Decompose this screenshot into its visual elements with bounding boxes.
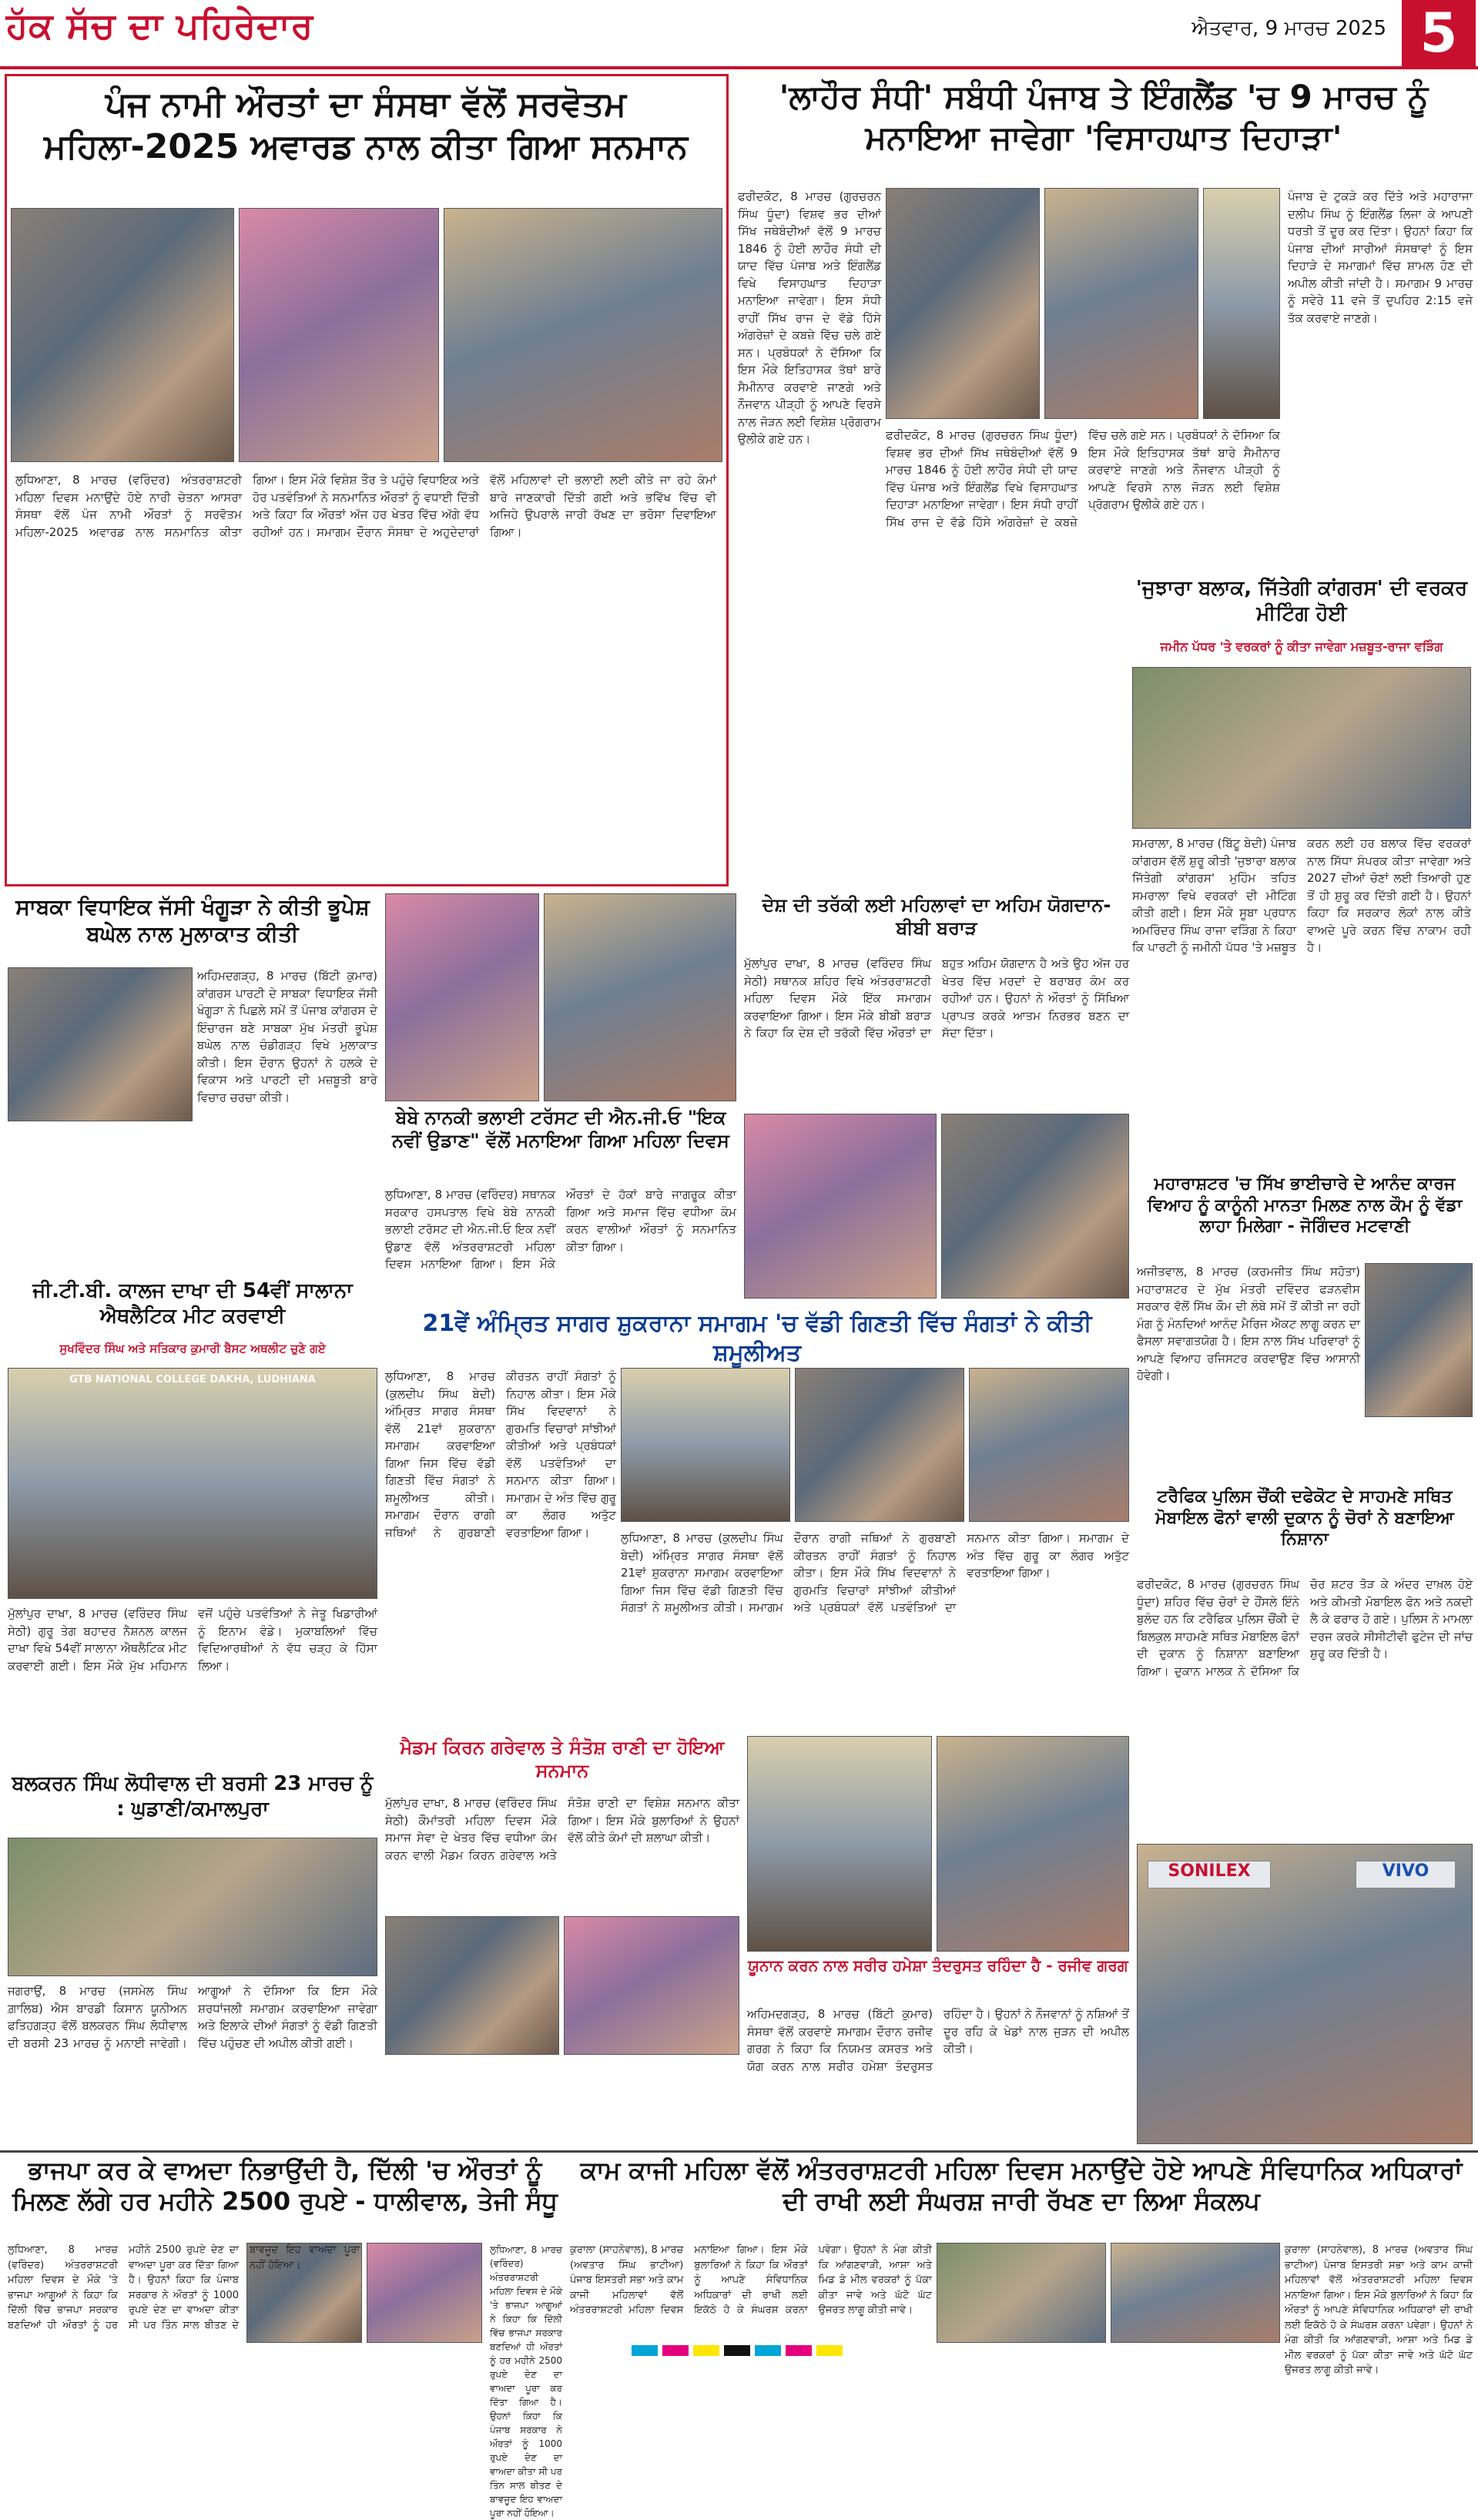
gtb-headline: ਜੀ.ਟੀ.ਬੀ. ਕਾਲਜ ਦਾਖਾ ਦੀ 54ਵੀਂ ਸਾਲਾਨਾ ਐਥਲੈਟਿਕ ਮੀਟ ਕਰਵਾਈ xyxy=(32,1279,353,1328)
award-photo-table xyxy=(444,208,722,462)
gtb-subhead: ਸੁਖਵਿੰਦਰ ਸਿੰਘ ਅਤੇ ਸਤਿਕਾਰ ਕੁਮਾਰੀ ਬੈਸਟ ਅਥਲੀਟ ਚੁਣੇ ਗਏ xyxy=(59,1342,326,1356)
barsi-headline: ਬਲਕਰਨ ਸਿੰਘ ਲੋਧੀਵਾਲ ਦੀ ਬਰਸੀ 23 ਮਾਰਚ ਨੂੰ : ਘੁਡਾਣੀ/ਕਮਾਲਪੁਰਾ xyxy=(12,1772,374,1821)
registration-swatch xyxy=(662,2345,689,2356)
sagar-photo-1 xyxy=(621,1368,790,1522)
award-photo-stage xyxy=(239,208,439,462)
lahore-body-lower: ਫਰੀਦਕੋਟ, 8 ਮਾਰਚ (ਗੁਰਚਰਨ ਸਿੰਘ ਧੂੰਦਾ) ਵਿਸ਼ਵ ਭਰ ਦੀਆਂ ਸਿੱਖ ਜਥੇਬੰਦੀਆਂ ਵੱਲੋਂ 9 ਮਾਰਚ 1846 ਨੂੰ ਹੋਈ ਲਾਹੌਰ ਸੰਧੀ ਦੀ ਯਾਦ ਵਿੱਚ ਪੰਜਾਬ ਅਤੇ ਇੰਗਲੈਂਡ ਵਿਖੇ ਵਿਸਾਹਘਾਤ ਦਿਹਾੜਾ ਮਨਾਇਆ ਜਾਵੇਗਾ। ਇਸ ਸੰਧੀ ਰਾਹੀਂ ਸਿੱਖ ਰਾਜ ਦੇ ਵੱਡੇ ਹਿੱਸੇ ਅੰਗਰੇਜ਼ਾਂ ਦੇ ਕਬਜ਼ੇ ਵਿੱਚ ਚਲੇ ਗਏ ਸਨ। ਪ੍ਰਬੰਧਕਾਂ ਨੇ ਦੱਸਿਆ ਕਿ ਇਸ ਮੌਕੇ ਇਤਿਹਾਸਕ ਤੱਥਾਂ ਬਾਰੇ ਸੈਮੀਨਾਰ ਕਰਵਾਏ ਜਾਣਗੇ ਅਤੇ ਨੌਜਵਾਨ ਪੀੜ੍ਹੀ ਨੂੰ ਆਪਣੇ ਵਿਰਸੇ ਨਾਲ ਜੋੜਨ ਲਈ ਵਿਸ਼ੇਸ਼ ਪ੍ਰੋਗਰਾਮ ਉਲੀਕੇ ਗਏ ਹਨ। xyxy=(886,428,1280,529)
maharashtra-headline: ਮਹਾਰਾਸ਼ਟਰ 'ਚ ਸਿੱਖ ਭਾਈਚਾਰੇ ਦੇ ਆਨੰਦ ਕਾਰਜ ਵਿਆਹ ਨੂੰ ਕਾਨੂੰਨੀ ਮਾਨਤਾ ਮਿਲਣ ਨਾਲ ਕੌਮ ਨੂੰ ਵੱਡਾ ਲਾਹਾ ਮਿਲੇਗਾ - ਜੋਗਿੰਦਰ ਮਟਵਾਣੀ xyxy=(1147,1175,1463,1236)
lahore-body: ਫਰੀਦਕੋਟ, 8 ਮਾਰਚ (ਗੁਰਚਰਨ ਸਿੰਘ ਧੂੰਦਾ) ਵਿਸ਼ਵ ਭਰ ਦੀਆਂ ਸਿੱਖ ਜਥੇਬੰਦੀਆਂ ਵੱਲੋਂ 9 ਮਾਰਚ 1846 ਨੂੰ ਹੋਈ ਲਾਹੌਰ ਸੰਧੀ ਦੀ ਯਾਦ ਵਿੱਚ ਪੰਜਾਬ ਅਤੇ ਇੰਗਲੈਂਡ ਵਿਖੇ ਵਿਸਾਹਘਾਤ ਦਿਹਾੜਾ ਮਨਾਇਆ ਜਾਵੇਗਾ। ਇਸ ਸੰਧੀ ਰਾਹੀਂ ਸਿੱਖ ਰਾਜ ਦੇ ਵੱਡੇ ਹਿੱਸੇ ਅੰਗਰੇਜ਼ਾਂ ਦੇ ਕਬਜ਼ੇ ਵਿੱਚ ਚਲੇ ਗਏ ਸਨ। ਪ੍ਰਬੰਧਕਾਂ ਨੇ ਦੱਸਿਆ ਕਿ ਇਸ ਮੌਕੇ ਇਤਿਹਾਸਕ ਤੱਥਾਂ ਬਾਰੇ ਸੈਮੀਨਾਰ ਕਰਵਾਏ ਜਾਣਗੇ ਅਤੇ ਨੌਜਵਾਨ ਪੀੜ੍ਹੀ ਨੂੰ ਆਪਣੇ ਵਿਰਸੇ ਨਾਲ ਜੋੜਨ ਲਈ ਵਿਸ਼ੇਸ਼ ਪ੍ਰੋਗਰਾਮ ਉਲੀਕੇ ਗਏ ਹਨ। xyxy=(738,189,881,446)
kamkaji-body: ਕੁਰਾਲਾ (ਸਾਹਨੇਵਾਲ), 8 ਮਾਰਚ (ਅਵਤਾਰ ਸਿੰਘ ਭਾਟੀਆ) ਪੰਜਾਬ ਇਸਤਰੀ ਸਭਾ ਅਤੇ ਕਾਮ ਕਾਜੀ ਮਹਿਲਾਵਾਂ ਵੱਲੋਂ ਅੰਤਰਰਾਸ਼ਟਰੀ ਮਹਿਲਾ ਦਿਵਸ ਮਨਾਇਆ ਗਿਆ। ਇਸ ਮੌਕੇ ਬੁਲਾਰਿਆਂ ਨੇ ਕਿਹਾ ਕਿ ਔਰਤਾਂ ਨੂੰ ਆਪਣੇ ਸੰਵਿਧਾਨਿਕ ਅਧਿਕਾਰਾਂ ਦੀ ਰਾਖੀ ਲਈ ਇਕੱਠੇ ਹੋ ਕੇ ਸੰਘਰਸ਼ ਕਰਨਾ ਪਵੇਗਾ। ਉਹਨਾਂ ਨੇ ਮੰਗ ਕੀਤੀ ਕਿ ਆਂਗਣਵਾੜੀ, ਆਸ਼ਾ ਅਤੇ ਮਿਡ ਡੇ ਮੀਲ ਵਰਕਰਾਂ ਨੂੰ ਪੱਕਾ ਕੀਤਾ ਜਾਵੇ ਅਤੇ ਘੱਟੋ ਘੱਟ ਉਜਰਤ ਲਾਗੂ ਕੀਤੀ ਜਾਵੇ। xyxy=(570,2244,932,2316)
maharashtra-photo xyxy=(1365,1263,1473,1417)
bibi-body: ਮੁੱਲਾਂਪੁਰ ਦਾਖਾ, 8 ਮਾਰਚ (ਵਰਿੰਦਰ ਸਿੰਘ ਸੇਠੀ) ਸਥਾਨਕ ਸ਼ਹਿਰ ਵਿਖੇ ਅੰਤਰਰਾਸ਼ਟਰੀ ਮਹਿਲਾ ਦਿਵਸ ਮੌਕੇ ਇੱਕ ਸਮਾਗਮ ਕਰਵਾਇਆ ਗਿਆ। ਇਸ ਮੌਕੇ ਬੀਬੀ ਬਰਾੜ ਨੇ ਕਿਹਾ ਕਿ ਦੇਸ਼ ਦੀ ਤਰੱਕੀ ਵਿੱਚ ਔਰਤਾਂ ਦਾ ਬਹੁਤ ਅਹਿਮ ਯੋਗਦਾਨ ਹੈ ਅਤੇ ਉਹ ਅੱਜ ਹਰ ਖੇਤਰ ਵਿੱਚ ਮਰਦਾਂ ਦੇ ਬਰਾਬਰ ਕੰਮ ਕਰ ਰਹੀਆਂ ਹਨ। ਉਹਨਾਂ ਨੇ ਔਰਤਾਂ ਨੂੰ ਸਿੱਖਿਆ ਪ੍ਰਾਪਤ ਕਰਕੇ ਆਤਮ ਨਿਰਭਰ ਬਣਨ ਦਾ ਸੱਦਾ ਦਿੱਤਾ। xyxy=(744,957,1129,1040)
bjp-headline: ਭਾਜਪਾ ਕਰ ਕੇ ਵਾਅਦਾ ਨਿਭਾਉਂਦੀ ਹੈ, ਦਿੱਲੀ 'ਚ ਔਰਤਾਂ ਨੂੰ ਮਿਲਣ ਲੱਗੇ ਹਰ ਮਹੀਨੇ 2500 ਰੁਪਏ - ਧਾਲੀਵਾਲ, ਤੇਜੀ ਸੰਧੂ xyxy=(12,2156,558,2216)
sagar-photo-2 xyxy=(795,1368,964,1522)
yunan-headline: ਯੂਨਾਨ ਕਰਨ ਨਾਲ ਸਰੀਰ ਹਮੇਸ਼ਾ ਤੰਦਰੁਸਤ ਰਹਿੰਦਾ ਹੈ - ਰਜੀਵ ਗਰਗ xyxy=(748,1956,1128,1975)
madam-photo-1 xyxy=(385,1916,559,2055)
registration-swatch xyxy=(632,2345,658,2356)
registration-swatch xyxy=(755,2345,781,2356)
traffic-photo xyxy=(1137,1844,1473,2144)
gtb-body: ਮੁੱਲਾਂਪੁਰ ਦਾਖਾ, 8 ਮਾਰਚ (ਵਰਿੰਦਰ ਸਿੰਘ ਸੇਠੀ) ਗੁਰੂ ਤੇਗ ਬਹਾਦਰ ਨੈਸ਼ਨਲ ਕਾਲਜ ਦਾਖਾ ਵਿਖੇ 54ਵੀਂ ਸਾਲਾਨਾ ਐਥਲੈਟਿਕ ਮੀਟ ਕਰਵਾਈ ਗਈ। ਇਸ ਮੌਕੇ ਮੁੱਖ ਮਹਿਮਾਨ ਵਜੋਂ ਪਹੁੰਚੇ ਪਤਵੰਤਿਆਂ ਨੇ ਜੇਤੂ ਖਿਡਾਰੀਆਂ ਨੂੰ ਇਨਾਮ ਵੰਡੇ। ਮੁਕਾਬਲਿਆਂ ਵਿੱਚ ਵਿਦਿਆਰਥੀਆਂ ਨੇ ਵੱਧ ਚੜ੍ਹ ਕੇ ਹਿੱਸਾ ਲਿਆ। xyxy=(8,1607,377,1673)
registration-swatch xyxy=(693,2345,719,2356)
masthead-title: ਹੱਕ ਸੱਚ ਦਾ ਪਹਿਰੇਦਾਰ xyxy=(6,5,314,46)
lahore-photo-3 xyxy=(1203,188,1280,419)
traffic-shop-sign-vivo: VIVO xyxy=(1356,1861,1456,1888)
sagar-headline: 21ਵੇਂ ਅੰਮ੍ਰਿਤ ਸਾਗਰ ਸ਼ੁਕਰਾਨਾ ਸਮਾਗਮ 'ਚ ਵੱਡੀ ਗਿਣਤੀ ਵਿੱਚ ਸੰਗਤਾਂ ਨੇ ਕੀਤੀ ਸ਼ਮੂਲੀਅਤ xyxy=(422,1310,1092,1366)
lahore-body-right: ਪੰਜਾਬ ਦੇ ਟੁਕੜੇ ਕਰ ਦਿੱਤੇ ਅਤੇ ਮਹਾਰਾਜਾ ਦਲੀਪ ਸਿੰਘ ਨੂੰ ਇੰਗਲੈਂਡ ਲਿਜਾ ਕੇ ਆਪਣੀ ਧਰਤੀ ਤੋਂ ਦੂਰ ਕਰ ਦਿੱਤਾ। ਉਹਨਾਂ ਕਿਹਾ ਕਿ ਪੰਜਾਬ ਦੀਆਂ ਸਾਰੀਆਂ ਸੰਸਥਾਵਾਂ ਨੂੰ ਇਸ ਦਿਹਾੜੇ ਦੇ ਸਮਾਗਮਾਂ ਵਿੱਚ ਸ਼ਾਮਲ ਹੋਣ ਦੀ ਅਪੀਲ ਕੀਤੀ ਜਾਂਦੀ ਹੈ। ਸਮਾਗਮ 9 ਮਾਰਚ ਨੂੰ ਸਵੇਰੇ 11 ਵਜੇ ਤੋਂ ਦੁਪਹਿਰ 2:15 ਵਜੇ ਤੱਕ ਕਰਵਾਏ ਜਾਣਗੇ। xyxy=(1288,189,1473,325)
bibi-photo-1 xyxy=(744,1114,937,1299)
masthead-rule xyxy=(0,66,1478,69)
bhupesh-body: ਅਹਿਮਦਗੜ੍ਹ, 8 ਮਾਰਚ (ਬਿੱਟੀ ਕੁਮਾਰ) ਕਾਂਗਰਸ ਪਾਰਟੀ ਦੇ ਸਾਬਕਾ ਵਿਧਾਇਕ ਜੱਸੀ ਖੰਗੂੜਾ ਨੇ ਪਿਛਲੇ ਸਮੇਂ ਤੋਂ ਪੰਜਾਬ ਕਾਂਗਰਸ ਦੇ ਇੰਚਾਰਜ ਬਣੇ ਸਾਬਕਾ ਮੁੱਖ ਮੰਤਰੀ ਭੂਪੇਸ਼ ਬਘੇਲ ਨਾਲ ਚੰਡੀਗੜ੍ਹ ਵਿਖੇ ਮੁਲਾਕਾਤ ਕੀਤੀ। ਇਸ ਦੌਰਾਨ ਉਹਨਾਂ ਨੇ ਹਲਕੇ ਦੇ ਵਿਕਾਸ ਅਤੇ ਪਾਰਟੀ ਦੀ ਮਜ਼ਬੂਤੀ ਬਾਰੇ ਵਿਚਾਰ ਚਰਚਾ ਕੀਤੀ। xyxy=(197,969,377,1104)
registration-color-bar xyxy=(0,2344,1478,2356)
madam-headline: ਮੈਡਮ ਕਿਰਨ ਗਰੇਵਾਲ ਤੇ ਸੰਤੋਸ਼ ਰਾਣੀ ਦਾ ਹੋਇਆ ਸਨਮਾਨ xyxy=(400,1737,725,1781)
bibi-photo-2 xyxy=(941,1114,1129,1299)
sagar-body: ਲੁਧਿਆਣਾ, 8 ਮਾਰਚ (ਕੁਲਦੀਪ ਸਿੰਘ ਬੇਦੀ) ਅੰਮ੍ਰਿਤ ਸਾਗਰ ਸੰਸਥਾ ਵੱਲੋਂ 21ਵਾਂ ਸ਼ੁਕਰਾਨਾ ਸਮਾਗਮ ਕਰਵਾਇਆ ਗਿਆ ਜਿਸ ਵਿੱਚ ਵੱਡੀ ਗਿਣਤੀ ਵਿੱਚ ਸੰਗਤਾਂ ਨੇ ਸ਼ਮੂਲੀਅਤ ਕੀਤੀ। ਸਮਾਗਮ ਦੌਰਾਨ ਰਾਗੀ ਜਥਿਆਂ ਨੇ ਗੁਰਬਾਣੀ ਕੀਰਤਨ ਰਾਹੀਂ ਸੰਗਤਾਂ ਨੂੰ ਨਿਹਾਲ ਕੀਤਾ। ਇਸ ਮੌਕੇ ਸਿੱਖ ਵਿਦਵਾਨਾਂ ਨੇ ਗੁਰਮਤਿ ਵਿਚਾਰਾਂ ਸਾਂਝੀਆਂ ਕੀਤੀਆਂ ਅਤੇ ਪ੍ਰਬੰਧਕਾਂ ਵੱਲੋਂ ਪਤਵੰਤਿਆਂ ਦਾ ਸਨਮਾਨ ਕੀਤਾ ਗਿਆ। ਸਮਾਗਮ ਦੇ ਅੰਤ ਵਿੱਚ ਗੁਰੂ ਕਾ ਲੰਗਰ ਅਤੁੱਟ ਵਰਤਾਇਆ ਗਿਆ। xyxy=(385,1369,616,1540)
madam-photo-2 xyxy=(564,1916,739,2055)
yunan-body: ਅਹਿਮਦਗੜ੍ਹ, 8 ਮਾਰਚ (ਬਿੱਟੀ ਕੁਮਾਰ) ਸੰਸਥਾ ਵੱਲੋਂ ਕਰਵਾਏ ਸਮਾਗਮ ਦੌਰਾਨ ਰਜੀਵ ਗਰਗ ਨੇ ਕਿਹਾ ਕਿ ਨਿਯਮਤ ਕਸਰਤ ਅਤੇ ਯੋਗ ਕਰਨ ਨਾਲ ਸਰੀਰ ਹਮੇਸ਼ਾ ਤੰਦਰੁਸਤ ਰਹਿੰਦਾ ਹੈ। ਉਹਨਾਂ ਨੇ ਨੌਜਵਾਨਾਂ ਨੂੰ ਨਸ਼ਿਆਂ ਤੋਂ ਦੂਰ ਰਹਿ ਕੇ ਖੇਡਾਂ ਨਾਲ ਜੁੜਨ ਦੀ ਅਪੀਲ ਕੀਤੀ। xyxy=(747,2007,1129,2073)
traffic-shop-sign: SONILEX xyxy=(1148,1861,1271,1888)
bhupesh-photo xyxy=(8,967,193,1121)
masthead-date: ਐਤਵਾਰ, 9 ਮਾਰਚ 2025 xyxy=(1191,17,1386,40)
bibi-headline: ਦੇਸ਼ ਦੀ ਤਰੱਕੀ ਲਈ ਮਹਿਲਾਵਾਂ ਦਾ ਅਹਿਮ ਯੋਗਦਾਨ- ਬੀਬੀ ਬਰਾੜ xyxy=(762,894,1111,939)
lahore-headline: 'ਲਾਹੌਰ ਸੰਧੀ' ਸਬੰਧੀ ਪੰਜਾਬ ਤੇ ਇੰਗਲੈਂਡ 'ਚ 9 ਮਾਰਚ ਨੂੰ ਮਨਾਇਆ ਜਾਵੇਗਾ 'ਵਿਸਾਹਘਾਤ ਦਿਹਾੜਾ' xyxy=(779,78,1429,156)
bjp-body: ਲੁਧਿਆਣਾ, 8 ਮਾਰਚ (ਵਰਿੰਦਰ) ਅੰਤਰਰਾਸ਼ਟਰੀ ਮਹਿਲਾ ਦਿਵਸ ਦੇ ਮੌਕੇ 'ਤੇ ਭਾਜਪਾ ਆਗੂਆਂ ਨੇ ਕਿਹਾ ਕਿ ਦਿੱਲੀ ਵਿੱਚ ਭਾਜਪਾ ਸਰਕਾਰ ਬਣਦਿਆਂ ਹੀ ਔਰਤਾਂ ਨੂੰ ਹਰ ਮਹੀਨੇ 2500 ਰੁਪਏ ਦੇਣ ਦਾ ਵਾਅਦਾ ਪੂਰਾ ਕਰ ਦਿੱਤਾ ਗਿਆ ਹੈ। ਉਹਨਾਂ ਕਿਹਾ ਕਿ ਪੰਜਾਬ ਸਰਕਾਰ ਨੇ ਔਰਤਾਂ ਨੂੰ 1000 ਰੁਪਏ ਦੇਣ ਦਾ ਵਾਅਦਾ ਕੀਤਾ ਸੀ ਪਰ ਤਿੰਨ ਸਾਲ ਬੀਤਣ ਦੇ xyxy=(8,2244,239,2331)
bottom-divider xyxy=(0,2150,1478,2153)
traffic-headline: ਟਰੈਫਿਕ ਪੁਲਿਸ ਚੌਂਕੀ ਦਫੇਕੋਟ ਦੇ ਸਾਹਮਣੇ ਸਥਿਤ ਮੋਬਾਇਲ ਫੋਨਾਂ ਵਾਲੀ ਦੁਕਾਨ ਨੂੰ ਚੋਰਾਂ ਨੇ ਬਣਾਇਆ ਨਿਸ਼ਾਨਾ xyxy=(1155,1487,1454,1549)
jujhara-subhead: ਜਮੀਨ ਪੱਧਰ 'ਤੇ ਵਰਕਰਾਂ ਨੂੰ ਕੀਤਾ ਜਾਵੇਗਾ ਮਜ਼ਬੂਤ-ਰਾਜਾ ਵੜਿੰਗ xyxy=(1160,639,1443,654)
award-body: ਲੁਧਿਆਣਾ, 8 ਮਾਰਚ (ਵਰਿੰਦਰ) ਅੰਤਰਰਾਸ਼ਟਰੀ ਮਹਿਲਾ ਦਿਵਸ ਮਨਾਉਂਦੇ ਹੋਏ ਨਾਰੀ ਚੇਤਨਾ ਆਸਰਾ ਸੰਸਥਾ ਵੱਲੋਂ ਪੰਜ ਨਾਮੀ ਔਰਤਾਂ ਨੂੰ ਸਰਵੋਤਮ ਮਹਿਲਾ-2025 ਅਵਾਰਡ ਨਾਲ ਸਨਮਾਨਿਤ ਕੀਤਾ ਗਿਆ। ਇਸ ਮੌਕੇ ਵਿਸ਼ੇਸ਼ ਤੌਰ ਤੇ ਪਹੁੰਚੇ ਵਿਧਾਇਕ ਅਤੇ ਹੋਰ ਪਤਵੰਤਿਆਂ ਨੇ ਸਨਮਾਨਿਤ ਔਰਤਾਂ ਨੂੰ ਵਧਾਈ ਦਿੱਤੀ ਅਤੇ ਕਿਹਾ ਕਿ ਔਰਤਾਂ ਅੱਜ ਹਰ ਖੇਤਰ ਵਿੱਚ ਅੱਗੇ ਵੱਧ ਰਹੀਆਂ ਹਨ। ਸਮਾਗਮ ਦੌਰਾਨ ਸੰਸਥਾ ਦੇ ਅਹੁਦੇਦਾਰਾਂ ਵੱਲੋਂ ਮਹਿਲਾਵਾਂ ਦੀ ਭਲਾਈ ਲਈ ਕੀਤੇ ਜਾ ਰਹੇ ਕੰਮਾਂ ਬਾਰੇ ਜਾਣਕਾਰੀ ਦਿੱਤੀ ਗਈ ਅਤੇ ਭਵਿੱਖ ਵਿੱਚ ਵੀ ਅਜਿਹੇ ਉਪਰਾਲੇ ਜਾਰੀ ਰੱਖਣ ਦਾ ਭਰੋਸਾ ਦਿਵਾਇਆ ਗਿਆ। xyxy=(15,473,716,539)
bebe-photo-2 xyxy=(544,893,736,1101)
registration-swatch xyxy=(786,2345,812,2356)
bebe-headline: ਬੇਬੇ ਨਾਨਕੀ ਭਲਾਈ ਟਰੱਸਟ ਦੀ ਐਨ.ਜੀ.ਓ "ਇਕ ਨਵੀਂ ਉਡਾਣ" ਵੱਲੋਂ ਮਨਾਇਆ ਗਿਆ ਮਹਿਲਾ ਦਿਵਸ xyxy=(392,1107,729,1151)
lahore-photo-1 xyxy=(886,188,1040,419)
kamkaji-photo-1 xyxy=(937,2243,1106,2343)
bjp-body-right: ਲੁਧਿਆਣਾ, 8 ਮਾਰਚ (ਵਰਿੰਦਰ) ਅੰਤਰਰਾਸ਼ਟਰੀ ਮਹਿਲਾ ਦਿਵਸ ਦੇ ਮੌਕੇ 'ਤੇ ਭਾਜਪਾ ਆਗੂਆਂ ਨੇ ਕਿਹਾ ਕਿ ਦਿੱਲੀ ਵਿੱਚ ਭਾਜਪਾ ਸਰਕਾਰ ਬਣਦਿਆਂ ਹੀ ਔਰਤਾਂ ਨੂੰ ਹਰ ਮਹੀਨੇ 2500 ਰੁਪਏ ਦੇਣ ਦਾ ਵਾਅਦਾ ਪੂਰਾ ਕਰ ਦਿੱਤਾ ਗਿਆ ਹੈ। ਉਹਨਾਂ ਕਿਹਾ ਕਿ ਪੰਜਾਬ ਸਰਕਾਰ ਨੇ ਔਰਤਾਂ ਨੂੰ 1000 ਰੁਪਏ ਦੇਣ ਦਾ ਵਾਅਦਾ ਕੀਤਾ ਸੀ ਪਰ ਤਿੰਨ ਸਾਲ ਬੀਤਣ ਦੇ ਬਾਵਜੂਦ ਇਹ ਵਾਅਦਾ ਪੂਰਾ ਨਹੀਂ ਹੋਇਆ। xyxy=(490,2244,562,2518)
award-photo-group xyxy=(11,208,234,462)
registration-swatch xyxy=(724,2345,750,2356)
gtb-photo xyxy=(8,1368,377,1599)
sagar-photo-3 xyxy=(969,1368,1129,1522)
maharashtra-body: ਅਜੀਤਵਾਲ, 8 ਮਾਰਚ (ਕਰਮਜੀਤ ਸਿੰਘ ਸਹੋਤਾ) ਮਹਾਰਾਸ਼ਟਰ ਦੇ ਮੁੱਖ ਮੰਤਰੀ ਦਵਿੰਦਰ ਫੜਨਵੀਸ ਸਰਕਾਰ ਵੱਲੋਂ ਸਿੱਖ ਕੌਮ ਦੀ ਲੰਬੇ ਸਮੇਂ ਤੋਂ ਕੀਤੀ ਜਾ ਰਹੀ ਮੰਗ ਨੂੰ ਮੰਨਦਿਆਂ ਆਨੰਦ ਮੈਰਿਜ ਐਕਟ ਲਾਗੂ ਕਰਨ ਦਾ ਫੈਸਲਾ ਸਵਾਗਤਯੋਗ ਹੈ। ਇਸ ਨਾਲ ਸਿੱਖ ਪਰਿਵਾਰਾਂ ਨੂੰ ਆਪਣੇ ਵਿਆਹ ਰਜਿਸਟਰ ਕਰਵਾਉਣ ਵਿੱਚ ਆਸਾਨੀ ਹੋਵੇਗੀ। xyxy=(1137,1265,1360,1382)
registration-swatch xyxy=(816,2345,843,2356)
madam-body: ਮੁੱਲਾਂਪੁਰ ਦਾਖਾ, 8 ਮਾਰਚ (ਵਰਿੰਦਰ ਸਿੰਘ ਸੇਠੀ) ਕੌਮਾਂਤਰੀ ਮਹਿਲਾ ਦਿਵਸ ਮੌਕੇ ਸਮਾਜ ਸੇਵਾ ਦੇ ਖੇਤਰ ਵਿੱਚ ਵਧੀਆ ਕੰਮ ਕਰਨ ਵਾਲੀ ਮੈਡਮ ਕਿਰਨ ਗਰੇਵਾਲ ਅਤੇ ਸੰਤੋਸ਼ ਰਾਣੀ ਦਾ ਵਿਸ਼ੇਸ਼ ਸਨਮਾਨ ਕੀਤਾ ਗਿਆ। ਇਸ ਮੌਕੇ ਬੁਲਾਰਿਆਂ ਨੇ ਉਹਨਾਂ ਵੱਲੋਂ ਕੀਤੇ ਕੰਮਾਂ ਦੀ ਸ਼ਲਾਘਾ ਕੀਤੀ। xyxy=(385,1796,739,1862)
kamkaji-body-right: ਕੁਰਾਲਾ (ਸਾਹਨੇਵਾਲ), 8 ਮਾਰਚ (ਅਵਤਾਰ ਸਿੰਘ ਭਾਟੀਆ) ਪੰਜਾਬ ਇਸਤਰੀ ਸਭਾ ਅਤੇ ਕਾਮ ਕਾਜੀ ਮਹਿਲਾਵਾਂ ਵੱਲੋਂ ਅੰਤਰਰਾਸ਼ਟਰੀ ਮਹਿਲਾ ਦਿਵਸ ਮਨਾਇਆ ਗਿਆ। ਇਸ ਮੌਕੇ ਬੁਲਾਰਿਆਂ ਨੇ ਕਿਹਾ ਕਿ ਔਰਤਾਂ ਨੂੰ ਆਪਣੇ ਸੰਵਿਧਾਨਿਕ ਅਧਿਕਾਰਾਂ ਦੀ ਰਾਖੀ ਲਈ ਇਕੱਠੇ ਹੋ ਕੇ ਸੰਘਰਸ਼ ਕਰਨਾ ਪਵੇਗਾ। ਉਹਨਾਂ ਨੇ ਮੰਗ ਕੀਤੀ ਕਿ ਆਂਗਣਵਾੜੀ, ਆਸ਼ਾ ਅਤੇ ਮਿਡ ਡੇ ਮੀਲ ਵਰਕਰਾਂ ਨੂੰ ਪੱਕਾ ਕੀਤਾ ਜਾਵੇ ਅਤੇ ਘੱਟੋ ਘੱਟ ਉਜਰਤ ਲਾਗੂ ਕੀਤੀ ਜਾਵੇ। xyxy=(1285,2244,1473,2376)
barsi-photo xyxy=(8,1838,377,1976)
jujhara-headline: 'ਜੁਝਾਰਾ ਬਲਾਕ, ਜਿੱਤੇਗੀ ਕਾਂਗਰਸ' ਦੀ ਵਰਕਰ ਮੀਟਿੰਗ ਹੋਈ xyxy=(1135,577,1468,625)
lahore-photo-2 xyxy=(1044,188,1198,419)
kamkaji-photo-2 xyxy=(1111,2243,1280,2343)
award-headline: ਪੰਜ ਨਾਮੀ ਔਰਤਾਂ ਦਾ ਸੰਸਥਾ ਵੱਲੋਂ ਸਰਵੋਤਮ ਮਹਿਲਾ-2025 ਅਵਾਰਡ ਨਾਲ ਕੀਤਾ ਗਿਆ ਸਨਮਾਨ xyxy=(44,85,688,166)
bhupesh-headline: ਸਾਬਕਾ ਵਿਧਾਇਕ ਜੱਸੀ ਖੰਗੂੜਾ ਨੇ ਕੀਤੀ ਭੂਪੇਸ਼ ਬਘੇਲ ਨਾਲ ਮੁਲਾਕਾਤ ਕੀਤੀ xyxy=(15,894,370,947)
yunan-photo-1 xyxy=(747,1736,932,1952)
jujhara-photo xyxy=(1132,667,1471,829)
jujhara-body: ਸਮਰਾਲਾ, 8 ਮਾਰਚ (ਬਿੱਟੂ ਬੇਦੀ) ਪੰਜਾਬ ਕਾਂਗਰਸ ਵੱਲੋਂ ਸ਼ੁਰੂ ਕੀਤੀ 'ਜੁਝਾਰਾ ਬਲਾਕ ਜਿੱਤੇਗੀ ਕਾਂਗਰਸ' ਮੁਹਿੰਮ ਤਹਿਤ ਸਮਰਾਲਾ ਵਿਖੇ ਵਰਕਰਾਂ ਦੀ ਮੀਟਿੰਗ ਕੀਤੀ ਗਈ। ਇਸ ਮੌਕੇ ਸੂਬਾ ਪ੍ਰਧਾਨ ਅਮਰਿੰਦਰ ਸਿੰਘ ਰਾਜਾ ਵੜਿੰਗ ਨੇ ਕਿਹਾ ਕਿ ਪਾਰਟੀ ਨੂੰ ਜਮੀਨੀ ਪੱਧਰ 'ਤੇ ਮਜ਼ਬੂਤ ਕਰਨ ਲਈ ਹਰ ਬਲਾਕ ਵਿੱਚ ਵਰਕਰਾਂ ਨਾਲ ਸਿੱਧਾ ਸੰਪਰਕ ਕੀਤਾ ਜਾਵੇਗਾ ਅਤੇ 2027 ਦੀਆਂ ਚੋਣਾਂ ਲਈ ਤਿਆਰੀ ਹੁਣ ਤੋਂ ਹੀ ਸ਼ੁਰੂ ਕਰ ਦਿੱਤੀ ਗਈ ਹੈ। ਉਹਨਾਂ ਕਿਹਾ ਕਿ ਸਰਕਾਰ ਲੋਕਾਂ ਨਾਲ ਕੀਤੇ ਵਾਅਦੇ ਪੂਰੇ ਕਰਨ ਵਿੱਚ ਨਾਕਾਮ ਰਹੀ ਹੈ। xyxy=(1132,836,1471,954)
page-number: 5 xyxy=(1402,0,1476,66)
bjp-photo-2 xyxy=(367,2243,482,2343)
bebe-photo-1 xyxy=(385,893,539,1101)
bebe-body: ਲੁਧਿਆਣਾ, 8 ਮਾਰਚ (ਵਰਿੰਦਰ) ਸਥਾਨਕ ਸਰਕਾਰ ਹਸਪਤਾਲ ਵਿਖੇ ਬੇਬੇ ਨਾਨਕੀ ਭਲਾਈ ਟਰੱਸਟ ਦੀ ਐਨ.ਜੀ.ਓ ਇਕ ਨਵੀਂ ਉਡਾਣ ਵੱਲੋਂ ਅੰਤਰਰਾਸ਼ਟਰੀ ਮਹਿਲਾ ਦਿਵਸ ਮਨਾਇਆ ਗਿਆ। ਇਸ ਮੌਕੇ ਔਰਤਾਂ ਦੇ ਹੱਕਾਂ ਬਾਰੇ ਜਾਗਰੂਕ ਕੀਤਾ ਗਿਆ ਅਤੇ ਸਮਾਜ ਵਿੱਚ ਵਧੀਆ ਕੰਮ ਕਰਨ ਵਾਲੀਆਂ ਔਰਤਾਂ ਨੂੰ ਸਨਮਾਨਿਤ ਕੀਤਾ ਗਿਆ। xyxy=(385,1188,736,1271)
barsi-body: ਜਗਰਾਉਂ, 8 ਮਾਰਚ (ਜਸਮੇਲ ਸਿੰਘ ਗ਼ਾਲਿਬ) ਐਸ ਬਾਰਡੀ ਕਿਸਾਨ ਯੂਨੀਅਨ ਫਤਿਹਗੜ੍ਹ ਵੱਲੋਂ ਬਲਕਰਨ ਸਿੰਘ ਲੋਧੀਵਾਲ ਦੀ ਬਰਸੀ 23 ਮਾਰਚ ਨੂੰ ਮਨਾਈ ਜਾਵੇਗੀ। ਆਗੂਆਂ ਨੇ ਦੱਸਿਆ ਕਿ ਇਸ ਮੌਕੇ ਸ਼ਰਧਾਂਜਲੀ ਸਮਾਗਮ ਕਰਵਾਇਆ ਜਾਵੇਗਾ ਅਤੇ ਇਲਾਕੇ ਦੀਆਂ ਸੰਗਤਾਂ ਨੂੰ ਵੱਡੀ ਗਿਣਤੀ ਵਿੱਚ ਪਹੁੰਚਣ ਦੀ ਅਪੀਲ ਕੀਤੀ ਗਈ। xyxy=(8,1984,377,2050)
gtb-banner: GTB NATIONAL COLLEGE DAKHA, LUDHIANA xyxy=(69,1374,316,1386)
yunan-photo-2 xyxy=(937,1736,1129,1952)
traffic-body: ਫਰੀਦਕੋਟ, 8 ਮਾਰਚ (ਗੁਰਚਰਨ ਸਿੰਘ ਧੂੰਦਾ) ਸ਼ਹਿਰ ਵਿੱਚ ਚੋਰਾਂ ਦੇ ਹੌਂਸਲੇ ਇੰਨੇ ਬੁਲੰਦ ਹਨ ਕਿ ਟਰੈਫਿਕ ਪੁਲਿਸ ਚੌਂਕੀ ਦੇ ਬਿਲਕੁਲ ਸਾਹਮਣੇ ਸਥਿਤ ਮੋਬਾਇਲ ਫੋਨਾਂ ਦੀ ਦੁਕਾਨ ਨੂੰ ਨਿਸ਼ਾਨਾ ਬਣਾਇਆ ਗਿਆ। ਦੁਕਾਨ ਮਾਲਕ ਨੇ ਦੱਸਿਆ ਕਿ ਚੋਰ ਸ਼ਟਰ ਤੋੜ ਕੇ ਅੰਦਰ ਦਾਖ਼ਲ ਹੋਏ ਅਤੇ ਕੀਮਤੀ ਮੋਬਾਇਲ ਫੋਨ ਅਤੇ ਨਕਦੀ ਲੈ ਕੇ ਫਰਾਰ ਹੋ ਗਏ। ਪੁਲਿਸ ਨੇ ਮਾਮਲਾ ਦਰਜ ਕਰਕੇ ਸੀਸੀਟੀਵੀ ਫੁਟੇਜ ਦੀ ਜਾਂਚ ਸ਼ੁਰੂ ਕਰ ਦਿੱਤੀ ਹੈ। xyxy=(1137,1577,1473,1678)
sagar-body-lower: ਲੁਧਿਆਣਾ, 8 ਮਾਰਚ (ਕੁਲਦੀਪ ਸਿੰਘ ਬੇਦੀ) ਅੰਮ੍ਰਿਤ ਸਾਗਰ ਸੰਸਥਾ ਵੱਲੋਂ 21ਵਾਂ ਸ਼ੁਕਰਾਨਾ ਸਮਾਗਮ ਕਰਵਾਇਆ ਗਿਆ ਜਿਸ ਵਿੱਚ ਵੱਡੀ ਗਿਣਤੀ ਵਿੱਚ ਸੰਗਤਾਂ ਨੇ ਸ਼ਮੂਲੀਅਤ ਕੀਤੀ। ਸਮਾਗਮ ਦੌਰਾਨ ਰਾਗੀ ਜਥਿਆਂ ਨੇ ਗੁਰਬਾਣੀ ਕੀਰਤਨ ਰਾਹੀਂ ਸੰਗਤਾਂ ਨੂੰ ਨਿਹਾਲ ਕੀਤਾ। ਇਸ ਮੌਕੇ ਸਿੱਖ ਵਿਦਵਾਨਾਂ ਨੇ ਗੁਰਮਤਿ ਵਿਚਾਰਾਂ ਸਾਂਝੀਆਂ ਕੀਤੀਆਂ ਅਤੇ ਪ੍ਰਬੰਧਕਾਂ ਵੱਲੋਂ ਪਤਵੰਤਿਆਂ ਦਾ ਸਨਮਾਨ ਕੀਤਾ ਗਿਆ। ਸਮਾਗਮ ਦੇ ਅੰਤ ਵਿੱਚ ਗੁਰੂ ਕਾ ਲੰਗਰ ਅਤੁੱਟ ਵਰਤਾਇਆ ਗਿਆ। xyxy=(621,1531,1129,1614)
kamkaji-headline: ਕਾਮ ਕਾਜੀ ਮਹਿਲਾ ਵੱਲੋਂ ਅੰਤਰਰਾਸ਼ਟਰੀ ਮਹਿਲਾ ਦਿਵਸ ਮਨਾਉਂਦੇ ਹੋਏ ਆਪਣੇ ਸੰਵਿਧਾਨਿਕ ਅਧਿਕਾਰਾਂ ਦੀ ਰਾਖੀ ਲਈ ਸੰਘਰਸ਼ ਜਾਰੀ ਰੱਖਣ ਦਾ ਲਿਆ ਸੰਕਲਪ xyxy=(580,2156,1463,2216)
